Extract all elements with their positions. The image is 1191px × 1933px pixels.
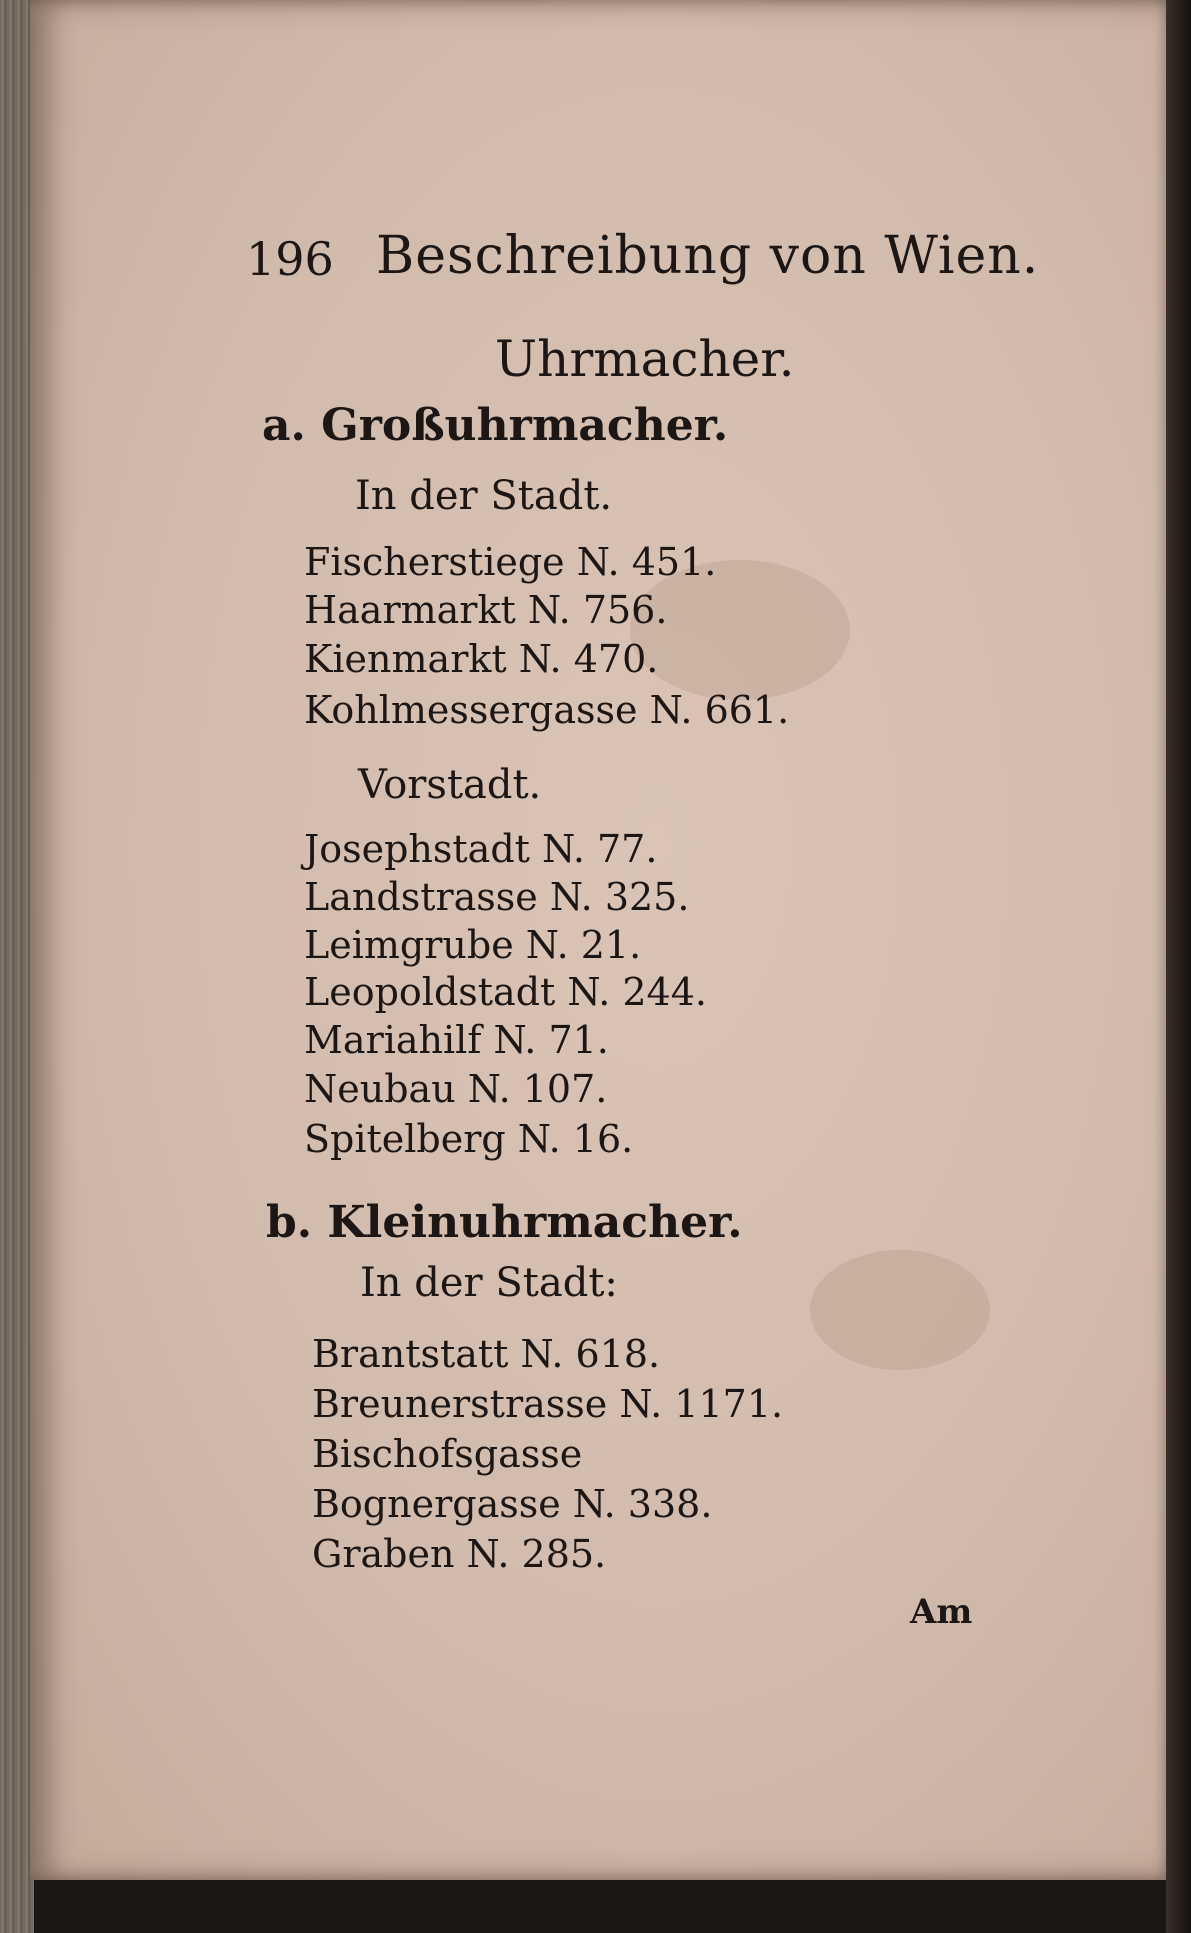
book-spine	[1166, 0, 1191, 1933]
address-entry: Kienmarkt N. 470.	[304, 637, 659, 681]
subsection-heading-b: b. Kleinuhrmacher.	[266, 1197, 743, 1248]
address-entry: Bognergasse N. 338.	[312, 1482, 713, 1526]
address-entry: Brantstatt N. 618.	[312, 1332, 661, 1376]
address-entry: Landstrasse N. 325.	[304, 875, 690, 919]
address-entry: Leimgrube N. 21.	[304, 923, 642, 967]
page-number: 196	[246, 232, 334, 286]
catchword: Am	[910, 1592, 973, 1632]
address-entry: Kohlmessergasse N. 661.	[304, 688, 790, 732]
address-entry: Spitelberg N. 16.	[304, 1117, 634, 1161]
section-title: Uhrmacher.	[495, 330, 795, 388]
address-entry: Neubau N. 107.	[304, 1067, 608, 1111]
address-entry: Breunerstrasse N. 1171.	[312, 1382, 784, 1426]
address-entry: Graben N. 285.	[312, 1532, 607, 1576]
address-entry: Bischofsgasse	[312, 1432, 583, 1476]
address-entry: Josephstadt N. 77.	[304, 827, 658, 871]
subsection-heading-a: a. Großuhrmacher.	[262, 400, 729, 451]
page-edges	[0, 0, 34, 1933]
area-heading: In der Stadt:	[360, 1260, 618, 1306]
area-heading: In der Stadt.	[355, 473, 613, 519]
address-entry: Mariahilf N. 71.	[304, 1018, 609, 1062]
address-entry: Fischerstiege N. 451.	[304, 540, 717, 584]
address-entry: Haarmarkt N. 756.	[304, 588, 668, 632]
paper-stain	[810, 1250, 990, 1370]
running-title: Beschreibung von Wien.	[376, 226, 1040, 286]
area-heading: Vorstadt.	[358, 762, 542, 808]
address-entry: Leopoldstadt N. 244.	[304, 970, 707, 1014]
